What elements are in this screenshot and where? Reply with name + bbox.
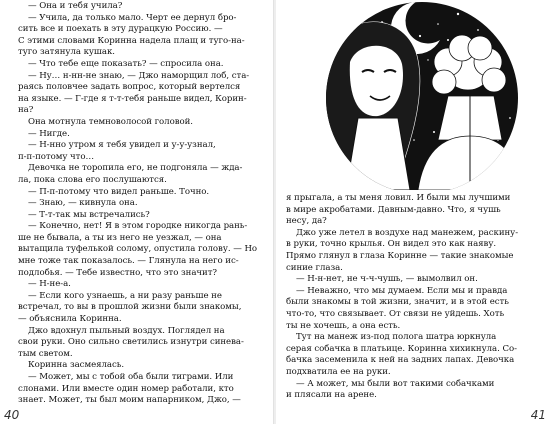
text-line: Джо вдохнул пыльный воздух. Поглядел на (28, 325, 225, 336)
text-line: Коринна засмеялась. (28, 360, 125, 371)
text-line: на? (18, 105, 34, 116)
text-line: — Может, мы с тобой оба были тиграми. Или (28, 372, 234, 382)
text-line: мне тоже так показалось. — Глянула на него ис- (18, 256, 239, 267)
text-line: свои руки. Оно сильно светились изнутри синева- (18, 337, 244, 348)
text-line: я прыгала, а ты меня ловил. И были мы лучшими (286, 193, 511, 203)
text-line: — Н-не-а. (28, 279, 71, 290)
text-line: — П-п-потому что видел раньше. Точно. (28, 186, 210, 197)
text-line: вытащила туфелькой солому, опустила голову. — Но (18, 244, 258, 255)
text-line: — Нигде. (28, 128, 70, 139)
text-line: — Что тебе еще показать? — спросила она. (28, 58, 224, 69)
text-line: Она мотнула темноволосой головой. (28, 116, 193, 127)
text-line: — Учила, да только мало. Черт ее дернул бро- (28, 12, 237, 23)
right-page-text (286, 193, 536, 402)
text-line: были знакомы в той жизни, значит, и в этой есть (286, 297, 509, 308)
right-page-number: 41 (530, 408, 546, 422)
text-line: — Конечно, нет! Я в этом городке никогда рань- (28, 221, 248, 232)
text-line: подлобья. — Тебе известно, что это значит? (18, 267, 217, 278)
text-line: на языке. — Г-гдe я т-т-тебя раньше видел, Корин- (18, 93, 247, 104)
text-line: сить все и поехать в эту дурацкую Россию. — (18, 24, 223, 35)
text-line: — Н-нно утром я тебя увидел и у-у-узнал, (28, 140, 216, 151)
text-line: серая собачка в платьице. Коринна хихикнула. Со- (286, 343, 517, 354)
text-line: знает. Может, ты был моим напарником, Джо, — (18, 395, 241, 406)
text-line: подхватила ее на руки. (286, 366, 391, 377)
right-page (276, 0, 550, 424)
text-line: несу, да? (286, 216, 327, 227)
left-page-text (18, 1, 268, 407)
left-page (0, 0, 274, 424)
text-line: синие глаза. (286, 262, 343, 273)
text-line: ла, пока слова его послушаются. (18, 174, 167, 185)
text-line: ты не хочешь, а она есть. (286, 320, 401, 331)
text-line: Прямо глянул в глаза Коринне — такие знакомые (286, 250, 514, 261)
text-line: — Она и тебя учила? (28, 1, 123, 11)
text-line: Джо уже летел в воздухе над манежем, раскину- (296, 227, 519, 238)
text-line: бачка засеменила к ней на задних лапах. Девочка (286, 355, 515, 366)
text-line: — Н-н-нет, не ч-ч-чушь, — вымолвил он. (296, 274, 478, 285)
text-line: в мире акробатами. Давным-давно. Что, я чушь (286, 204, 501, 215)
text-line: Девочка не торопила его, не подгоняла — ждa- (28, 163, 243, 174)
text-line: встречал, то вы в прошлой жизни были знакомы, (18, 302, 242, 313)
text-line: — Неважно, что мы думаем. Если мы и правда (296, 285, 508, 296)
text-line: слонами. Или вместе один номер работали, кто (18, 383, 234, 394)
illustration (298, 0, 530, 190)
text-line: п-п-потому что… (18, 151, 95, 162)
text-line: ше не бывала, а ты из него не уезжал, — она (18, 232, 222, 243)
text-line: что-то, что связывает. От связи не уйдешь. Хоть (286, 308, 505, 319)
text-line: раясь половчее задать вопрос, который вертелся (18, 82, 241, 93)
text-line: — Ну… н-нн-не знаю, — Джо наморщил лоб, ста- (28, 70, 250, 81)
text-line: — объяснила Коринна. (18, 314, 122, 325)
text-line: — Если кого узнаешь, а ни разу раньше не (28, 290, 222, 301)
text-line: С этими словами Коринна надела плащ и туго-на- (18, 35, 245, 46)
text-line: — Знаю, — кивнула она. (28, 198, 138, 209)
text-line: и плясали на арене. (286, 390, 377, 401)
text-line: в руки, точно крылья. Он видел это как наяву. (286, 239, 497, 250)
text-line: — А может, мы были вот такими собачками (296, 378, 495, 389)
text-line: — Т-т-так мы встречались? (28, 209, 150, 220)
left-page-number: 40 (4, 408, 20, 422)
text-line: тым светом. (18, 348, 73, 359)
text-line: туго затянула кушак. (18, 47, 115, 58)
text-line: Тут на манеж из-под полога шатра юркнула (296, 332, 497, 343)
